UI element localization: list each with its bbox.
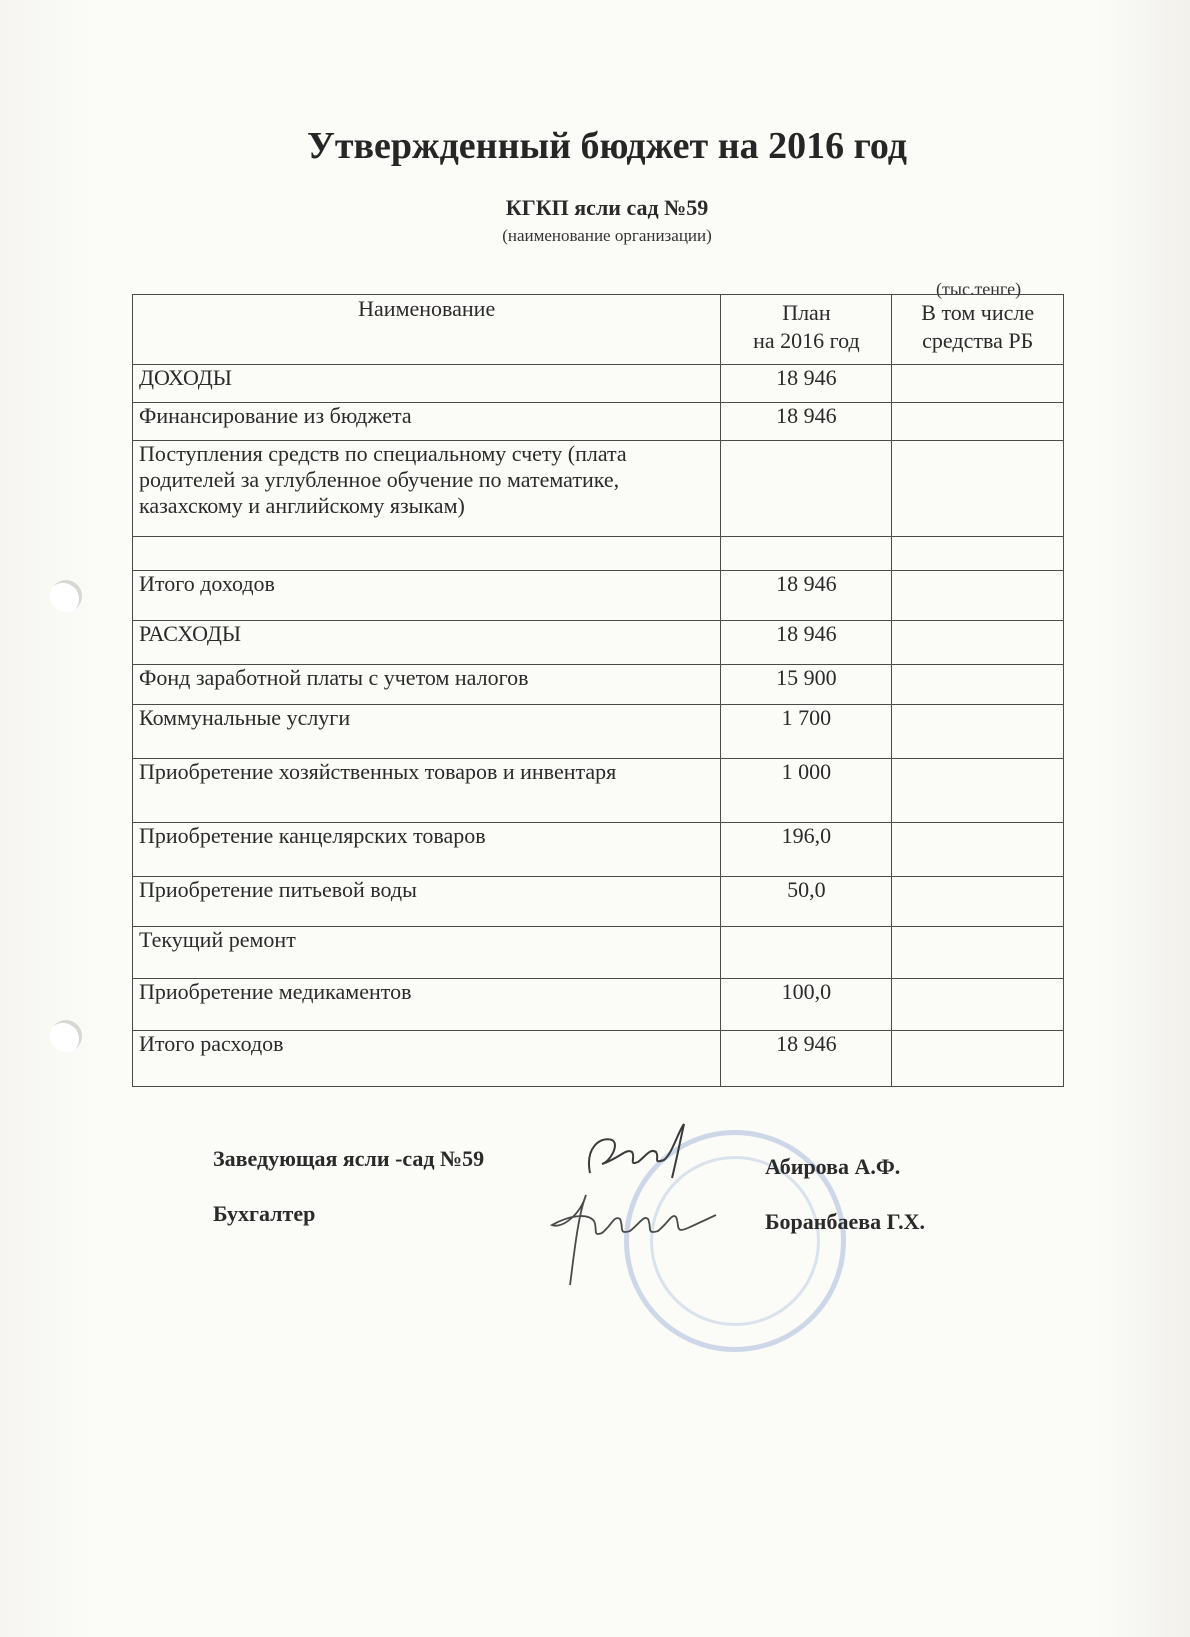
header-rb-line2: средства РБ	[922, 328, 1034, 353]
row-name: Финансирование из бюджета	[139, 403, 412, 428]
table-row	[133, 403, 1064, 441]
row-plan-value: 18 946	[776, 1031, 837, 1056]
budget-table	[132, 294, 1064, 1087]
row-name-cell	[133, 1031, 721, 1087]
row-plan-value: 1 700	[781, 705, 832, 730]
organization-name: КГКП ясли сад №59	[505, 195, 709, 220]
row-name-cell	[133, 665, 721, 705]
row-plan-cell	[721, 621, 892, 665]
row-plan-cell	[721, 537, 892, 571]
header-plan	[721, 295, 892, 365]
row-plan-value: 15 900	[776, 665, 837, 690]
row-plan-cell	[721, 365, 892, 403]
table-row	[133, 705, 1064, 759]
row-name: Итого расходов	[139, 1031, 284, 1056]
document-title: Утвержденный бюджет на 2016 год	[306, 125, 908, 167]
row-rb-cell	[892, 665, 1064, 705]
accountant-signature	[540, 1185, 730, 1295]
row-plan-cell	[721, 441, 892, 537]
table-body	[133, 365, 1064, 1087]
table-row	[133, 927, 1064, 979]
row-plan-value: 196,0	[781, 823, 832, 848]
row-plan-cell	[721, 403, 892, 441]
header-rb-line1: В том числе	[921, 300, 1035, 325]
director-name: Абирова А.Ф.	[765, 1154, 901, 1179]
table-row	[133, 571, 1064, 621]
row-rb-cell	[892, 571, 1064, 621]
row-plan-value: 18 946	[776, 365, 837, 390]
row-rb-cell	[892, 927, 1064, 979]
header-name	[133, 295, 721, 365]
row-name: РАСХОДЫ	[139, 621, 242, 646]
organization-caption: (наименование организации)	[502, 226, 712, 245]
row-plan-value: 1 000	[781, 759, 832, 784]
row-name-cell	[133, 537, 721, 571]
table-header-row	[133, 295, 1064, 365]
row-rb-cell	[892, 877, 1064, 927]
table-row	[133, 621, 1064, 665]
row-name-cell	[133, 571, 721, 621]
row-rb-cell	[892, 537, 1064, 571]
table-row	[133, 537, 1064, 571]
row-name: Приобретение медикаментов	[139, 979, 412, 1004]
row-rb-cell	[892, 441, 1064, 537]
row-plan-cell	[721, 979, 892, 1031]
row-name-cell	[133, 403, 721, 441]
director-role: Заведующая ясли -сад №59	[213, 1146, 485, 1171]
table-row	[133, 823, 1064, 877]
row-name: Текущий ремонт	[139, 927, 296, 952]
row-plan-cell	[721, 665, 892, 705]
row-name-cell	[133, 759, 721, 823]
table-row	[133, 665, 1064, 705]
row-name: Приобретение питьевой воды	[139, 877, 417, 902]
row-name: Приобретение хозяйственных товаров и инвентаря	[139, 759, 617, 784]
row-name-cell	[133, 441, 721, 537]
row-name: Итого доходов	[139, 571, 275, 596]
row-rb-cell	[892, 1031, 1064, 1087]
row-plan-cell	[721, 877, 892, 927]
row-name: Поступления средств по специальному счету (плата родителей за углубленное обучение по математике, казахскому и английскому языкам)	[139, 441, 627, 518]
row-name-cell	[133, 823, 721, 877]
row-rb-cell	[892, 705, 1064, 759]
row-rb-cell	[892, 621, 1064, 665]
row-rb-cell	[892, 759, 1064, 823]
row-name: Приобретение канцелярских товаров	[139, 823, 486, 848]
row-plan-value: 18 946	[776, 571, 837, 596]
row-name: ДОХОДЫ	[139, 365, 232, 390]
row-name: Коммунальные услуги	[139, 705, 351, 730]
table-row	[133, 441, 1064, 537]
row-name: Фонд заработной платы с учетом налогов	[139, 665, 529, 690]
row-name-cell	[133, 705, 721, 759]
accountant-name: Боранбаева Г.Х.	[765, 1209, 926, 1234]
row-name-cell	[133, 365, 721, 403]
row-plan-cell	[721, 1031, 892, 1087]
row-rb-cell	[892, 365, 1064, 403]
row-name-cell	[133, 927, 721, 979]
punch-hole	[50, 580, 82, 612]
row-name-cell	[133, 877, 721, 927]
table-row	[133, 365, 1064, 403]
header-rb	[892, 295, 1064, 365]
table-row	[133, 979, 1064, 1031]
punch-hole	[50, 1020, 82, 1052]
row-name-cell	[133, 621, 721, 665]
header-name-label: Наименование	[358, 296, 496, 321]
table-row	[133, 877, 1064, 927]
row-plan-cell	[721, 759, 892, 823]
table-row	[133, 1031, 1064, 1087]
header-plan-line1: План	[782, 300, 831, 325]
header-plan-line2: на 2016 год	[753, 328, 860, 353]
row-name-cell	[133, 979, 721, 1031]
row-rb-cell	[892, 403, 1064, 441]
row-plan-cell	[721, 823, 892, 877]
units-label: (тыс.тенге)	[936, 279, 1022, 299]
row-plan-cell	[721, 571, 892, 621]
row-rb-cell	[892, 979, 1064, 1031]
row-plan-value: 18 946	[776, 403, 837, 428]
row-plan-value: 50,0	[787, 877, 826, 902]
row-plan-cell	[721, 705, 892, 759]
row-rb-cell	[892, 823, 1064, 877]
table-row	[133, 759, 1064, 823]
row-plan-value: 18 946	[776, 621, 837, 646]
row-plan-value: 100,0	[781, 979, 832, 1004]
row-plan-cell	[721, 927, 892, 979]
accountant-role: Бухгалтер	[213, 1201, 316, 1226]
